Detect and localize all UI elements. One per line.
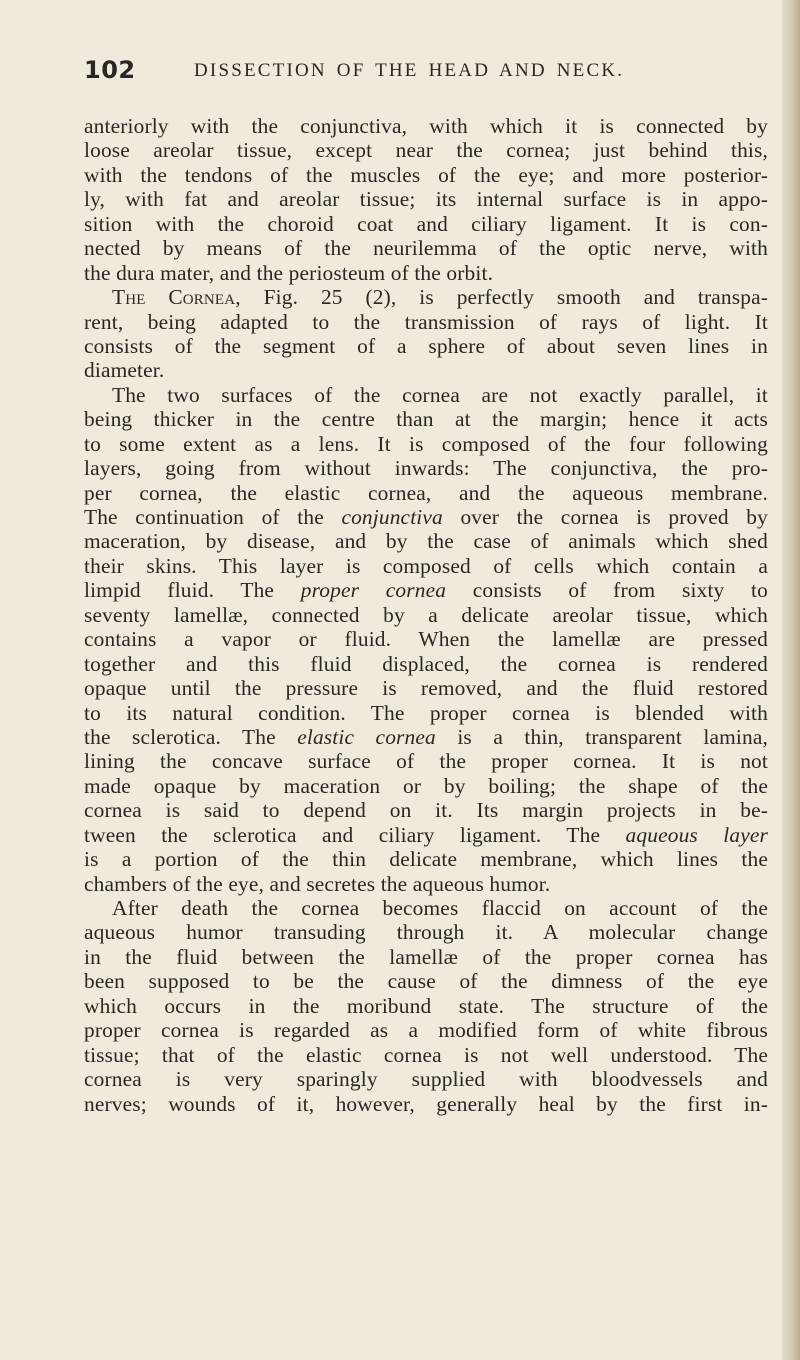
text-line: nerves; wounds of it, however, generally heal by the first in- [84,1091,768,1116]
text-line: per cornea, the elastic cornea, and the aqueous membrane. [84,480,768,505]
page-edge-shadow [782,0,800,1360]
text-line: lining the concave surface of the proper cornea. It is not [84,749,768,774]
text-line: loose areolar tissue, except near the cornea; just behind this, [84,138,768,163]
text-line: cornea is very sparingly supplied with bloodvessels and [84,1067,768,1092]
text-line: nected by means of the neurilemma of the optic nerve, with [84,236,768,261]
text-line: which occurs in the moribund state. The structure of the [84,993,768,1018]
text-line: layers, going from without inwards: The conjunctiva, the pro- [84,456,768,481]
text-line: contains a vapor or fluid. When the lamellæ are pressed [84,627,768,652]
text-line: ly, with fat and areolar tissue; its internal surface is in appo- [84,187,768,212]
italic-term: aqueous layer [625,822,768,847]
page-header [84,56,704,90]
text-line [84,505,768,529]
text-line: tissue; that of the elastic cornea is not well understood. The [84,1042,768,1067]
text-line: chambers of the eye, and secretes the aqueous humor. [84,871,551,896]
text-line [84,285,768,309]
text-line: made opaque by maceration or by boiling; the shape of the [84,773,768,798]
text-line: proper cornea is regarded as a modified form of white fibrous [84,1018,768,1043]
italic-term: elastic cornea [297,724,436,749]
text-line: in the fluid between the lamellæ of the proper cornea has [84,944,768,969]
text-line: rent, being adapted to the transmission of rays of light. It [84,309,768,334]
text-line: aqueous humor transuding through it. A molecular change [84,920,768,945]
text-line: their skins. This layer is composed of cells which contain a [84,553,768,578]
text-span: The continuation of the [84,505,342,529]
text-line: sition with the choroid coat and ciliary ligament. It is con- [84,211,768,236]
text-line: anteriorly with the conjunctiva, with which it is connected by [84,114,768,138]
text-line: diameter. [84,358,165,383]
text-line: to its natural condition. The proper cornea is blended with [84,700,768,725]
text-line: opaque until the pressure is removed, and the fluid restored [84,676,768,701]
text-line: seventy lamellæ, connected by a delicate areolar tissue, which [84,602,768,627]
italic-term: conjunctiva [341,505,443,529]
text-line: After death the cornea becomes flaccid on account of the [112,896,768,920]
text-line: maceration, by disease, and by the case of animals which shed [84,529,768,554]
text-line [84,578,768,602]
text-span: Fig. 25 (2), is perfectly smooth and transpa- [240,285,768,310]
text-line: being thicker in the centre than at the margin; hence it acts [84,407,768,432]
text-line: consists of the segment of a sphere of about seven lines in [84,333,768,358]
italic-term: proper cornea [300,578,447,603]
text-span: over the cornea is proved by [442,505,768,529]
section-heading: The Cornea, [112,285,241,310]
text-line: to some extent as a lens. It is composed of the four following [84,431,768,456]
text-line: The two surfaces of the cornea are not exactly parallel, it [112,382,768,407]
text-span: limpid fluid. The [84,578,301,603]
text-span: consists of from sixty to [446,578,768,603]
text-line [84,823,768,847]
text-span: tween the sclerotica and ciliary ligament. The [84,822,626,847]
page-number: 102 [84,56,136,84]
text-line [84,725,768,749]
running-title: DISSECTION OF THE HEAD AND NECK. [194,60,625,81]
text-line: together and this fluid displaced, the cornea is rendered [84,651,768,676]
text-line: with the tendons of the muscles of the eye; and more posterior- [84,162,768,187]
text-line: is a portion of the thin delicate membrane, which lines the [84,847,768,872]
text-line: the dura mater, and the periosteum of the orbit. [84,260,494,285]
text-line: cornea is said to depend on it. Its margin projects in be- [84,798,768,823]
text-line: been supposed to be the cause of the dimness of the eye [84,969,768,994]
text-span: is a thin, transparent lamina, [435,724,768,749]
body-text [84,114,768,1116]
text-span: the sclerotica. The [84,724,298,749]
